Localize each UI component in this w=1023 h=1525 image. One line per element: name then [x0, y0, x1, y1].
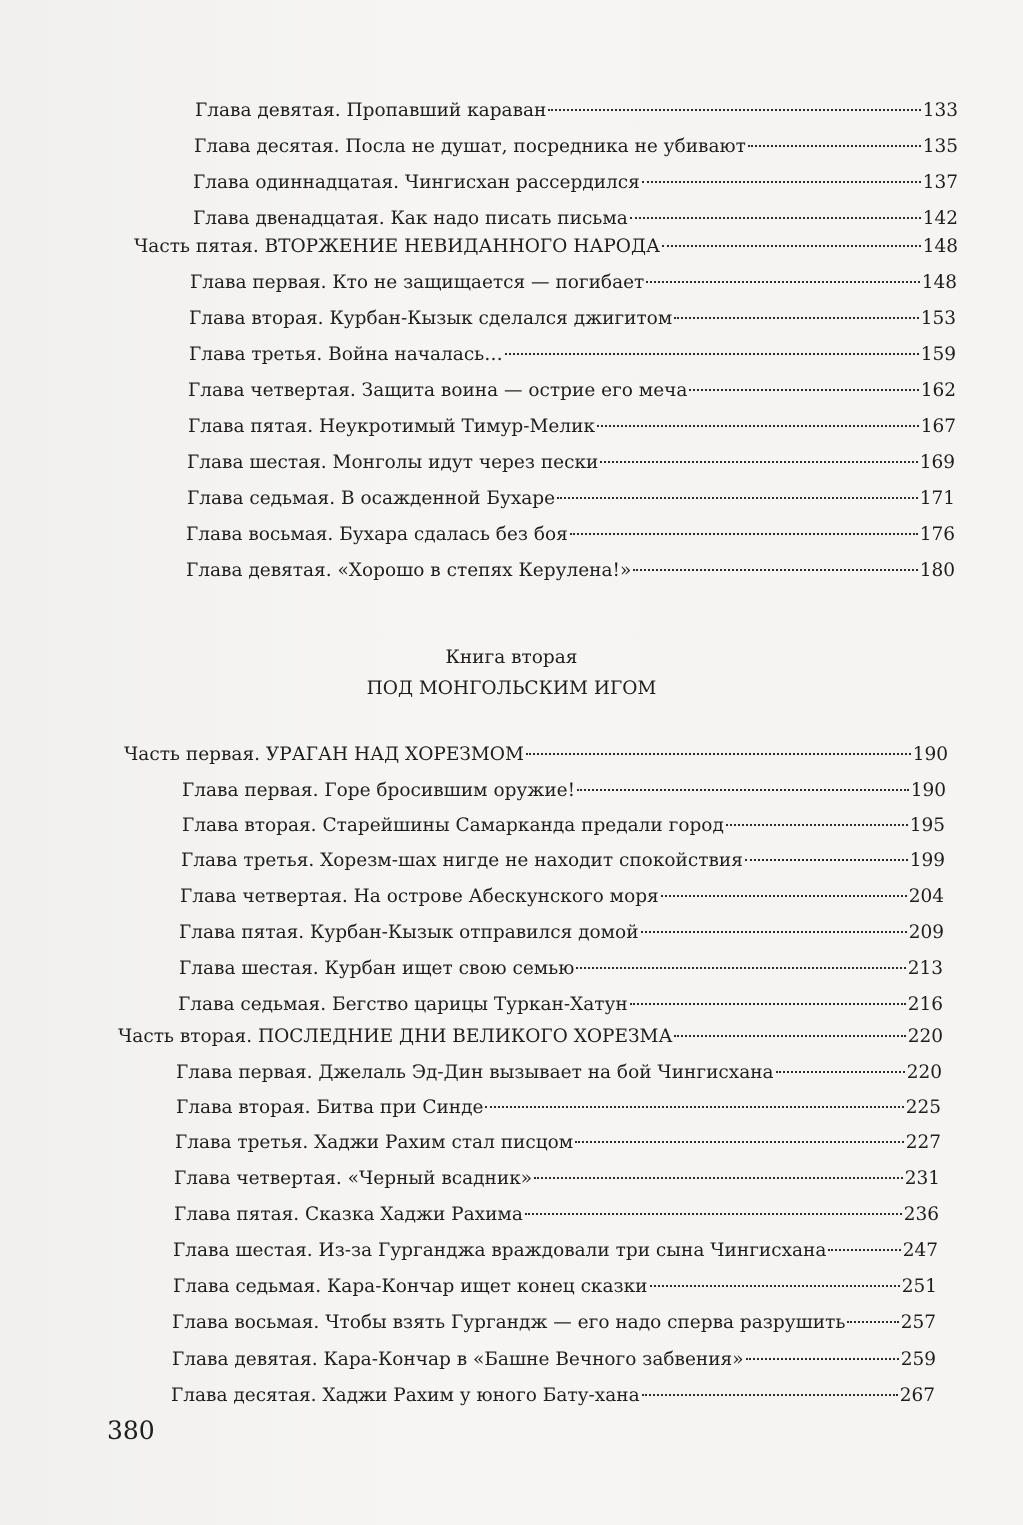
- toc-chapter-entry: [176, 1058, 942, 1088]
- dot-leader: [548, 109, 920, 111]
- toc-entry-title: Глава шестая. Курбан ищет свою семью: [179, 958, 575, 979]
- toc-entry-title: Глава седьмая. Бегство царицы Туркан-Хатун: [178, 994, 628, 1015]
- toc-entry-page: 247: [902, 1240, 938, 1261]
- toc-entry-page: 251: [901, 1276, 937, 1297]
- toc-entry-title: Глава пятая. Сказка Хаджи Рахима: [174, 1204, 523, 1225]
- toc-entry-title: Глава первая. Кто не защищается — погибает: [190, 272, 645, 293]
- dot-leader: [674, 1035, 905, 1037]
- toc-chapter-entry: [173, 1272, 937, 1302]
- dot-leader: [776, 1071, 905, 1073]
- dot-leader: [534, 1177, 903, 1179]
- toc-entry-title: Глава девятая. «Хорошо в степях Керулена!»: [186, 560, 632, 581]
- dot-leader: [828, 1249, 900, 1251]
- toc-entry-page: 216: [907, 994, 943, 1015]
- dot-leader: [646, 281, 919, 283]
- toc-entry-page: 213: [907, 958, 943, 979]
- toc-entry-page: 153: [920, 308, 956, 329]
- dot-leader: [746, 1358, 899, 1360]
- toc-chapter-entry: [172, 1308, 936, 1338]
- toc-entry-title: Глава третья. Война началась…: [189, 344, 503, 365]
- dot-leader: [630, 217, 921, 219]
- toc-entry-title: Глава седьмая. Кара-Кончар ищет конец сказки: [173, 1276, 648, 1297]
- toc-entry-title: Глава вторая. Старейшины Самарканда предали город: [182, 815, 724, 836]
- toc-entry-page: 133: [922, 100, 958, 121]
- dot-leader: [597, 425, 919, 427]
- dot-leader: [847, 1321, 898, 1323]
- dot-leader: [633, 569, 917, 571]
- toc-entry-page: 176: [919, 524, 955, 545]
- toc-entry-title: Глава третья. Хаджи Рахим стал писцом: [175, 1132, 574, 1153]
- toc-entry-page: 195: [909, 815, 945, 836]
- toc-entry-title: Глава седьмая. В осажденной Бухаре: [187, 488, 556, 509]
- toc-entry-title: Глава пятая. Курбан-Кызык отправился домой: [179, 922, 639, 943]
- toc-entry-page: 225: [905, 1097, 941, 1118]
- toc-chapter-entry: [178, 990, 943, 1020]
- toc-entry-page: 142: [922, 208, 958, 229]
- toc-entry-page: 180: [919, 560, 955, 581]
- dot-leader: [674, 317, 918, 319]
- toc-entry-title: Глава шестая. Монголы идут через пески: [187, 452, 599, 473]
- toc-chapter-entry: [195, 96, 958, 126]
- toc-chapter-entry: [171, 1381, 935, 1411]
- toc-entry-page: 220: [907, 1026, 943, 1047]
- toc-entry-title: Глава первая. Джелаль Эд-Дин вызывает на бой Чингисхана: [176, 1062, 774, 1083]
- toc-entry-page: 148: [922, 236, 958, 257]
- toc-chapter-entry: [189, 304, 956, 334]
- toc-entry-page: 209: [908, 922, 944, 943]
- toc-entry-page: 159: [920, 344, 956, 365]
- toc-entry-page: 257: [900, 1312, 936, 1333]
- toc-entry-title: Глава вторая. Курбан-Кызык сделался джигитом: [189, 308, 673, 329]
- toc-part-entry: [124, 740, 948, 770]
- toc-entry-title: Глава одиннадцатая. Чингисхан рассердился: [193, 172, 640, 193]
- toc-chapter-entry: [174, 1164, 940, 1194]
- toc-chapter-entry: [189, 340, 956, 370]
- toc-entry-title: Глава десятая. Посла не душат, посредника не убивают: [194, 136, 746, 157]
- toc-entry-page: 227: [905, 1132, 941, 1153]
- dot-leader: [505, 353, 919, 355]
- dot-leader: [642, 181, 921, 183]
- toc-chapter-entry: [188, 376, 956, 406]
- toc-entry-page: 167: [920, 416, 956, 437]
- toc-entry-title: Глава четвертая. Защита воина — острие его меча: [188, 380, 688, 401]
- dot-leader: [526, 753, 911, 755]
- dot-leader: [485, 1106, 903, 1108]
- dot-leader: [557, 497, 918, 499]
- toc-entry-title: Глава четвертая. На острове Абескунского моря: [180, 886, 659, 907]
- toc-chapter-entry: [173, 1236, 938, 1266]
- toc-entry-page: 169: [919, 452, 955, 473]
- toc-entry-title: Глава шестая. Из-за Гурганджа враждовали три сына Чингисхана: [173, 1240, 827, 1261]
- toc-entry-page: 171: [919, 488, 955, 509]
- toc-chapter-entry: [188, 412, 956, 442]
- toc-entry-page: 135: [922, 136, 958, 157]
- toc-entry-title: Глава двенадцатая. Как надо писать письма: [193, 208, 628, 229]
- dot-leader: [641, 931, 907, 933]
- toc-chapter-entry: [180, 882, 944, 912]
- toc-entry-title: Глава девятая. Пропавший караван: [195, 100, 547, 121]
- toc-entry-title: Глава четвертая. «Черный всадник»: [174, 1168, 533, 1189]
- toc-entry-title: Глава десятая. Хаджи Рахим у юного Бату-хана: [171, 1385, 640, 1406]
- toc-chapter-entry: [193, 204, 958, 234]
- toc-chapter-entry: [175, 1128, 941, 1158]
- toc-entry-title: Глава третья. Хорезм-шах нигде не находит спокойствия: [181, 850, 743, 871]
- toc-entry-page: 190: [910, 780, 946, 801]
- dot-leader: [642, 1394, 898, 1396]
- toc-entry-title: Глава первая. Горе бросившим оружие!: [182, 780, 576, 801]
- toc-entry-page: 204: [908, 886, 944, 907]
- dot-leader: [661, 895, 907, 897]
- dot-leader: [600, 461, 917, 463]
- toc-entry-page: 231: [904, 1168, 940, 1189]
- book-label: Книга вторая: [445, 647, 578, 668]
- toc-chapter-entry: [181, 846, 945, 876]
- toc-entry-page: 148: [921, 272, 957, 293]
- toc-entry-title: Глава восьмая. Бухара сдалась без боя: [186, 524, 568, 545]
- toc-entry-title: Часть вторая. ПОСЛЕДНИЕ ДНИ ВЕЛИКОГО ХОРЕЗМА: [118, 1026, 673, 1047]
- toc-chapter-entry: [190, 268, 957, 298]
- dot-leader: [748, 145, 921, 147]
- toc-entry-title: Глава пятая. Неукротимый Тимур-Мелик: [188, 416, 596, 437]
- toc-entry-page: 259: [900, 1349, 936, 1370]
- toc-chapter-entry: [186, 556, 955, 586]
- toc-chapter-entry: [186, 520, 955, 550]
- toc-entry-page: 199: [909, 850, 945, 871]
- toc-chapter-entry: [193, 168, 958, 198]
- book-title: ПОД МОНГОЛЬСКИМ ИГОМ: [366, 678, 657, 699]
- dot-leader: [745, 859, 908, 861]
- page-number: 380: [107, 1416, 155, 1445]
- toc-chapter-entry: [179, 954, 943, 984]
- dot-leader: [575, 1141, 904, 1143]
- toc-chapter-entry: [176, 1093, 941, 1123]
- dot-leader: [525, 1213, 902, 1215]
- toc-chapter-entry: [187, 448, 955, 478]
- dot-leader: [577, 789, 909, 791]
- dot-leader: [630, 1003, 906, 1005]
- toc-chapter-entry: [182, 776, 946, 806]
- toc-entry-title: Глава вторая. Битва при Синде: [176, 1097, 484, 1118]
- toc-chapter-entry: [172, 1345, 936, 1375]
- toc-entry-page: 220: [906, 1062, 942, 1083]
- dot-leader: [576, 967, 905, 969]
- toc-chapter-entry: [187, 484, 955, 514]
- dot-leader: [662, 245, 921, 247]
- toc-chapter-entry: [182, 811, 945, 841]
- toc-chapter-entry: [194, 132, 958, 162]
- dot-leader: [689, 389, 918, 391]
- toc-entry-page: 190: [912, 744, 948, 765]
- toc-entry-title: Часть пятая. ВТОРЖЕНИЕ НЕВИДАННОГО НАРОДА: [134, 236, 661, 257]
- toc-chapter-entry: [179, 918, 944, 948]
- toc-entry-page: 267: [899, 1385, 935, 1406]
- toc-part-entry: [134, 232, 958, 262]
- toc-entry-page: 137: [922, 172, 958, 193]
- toc-entry-title: Глава девятая. Кара-Кончар в «Башне Вечного забвения»: [172, 1349, 744, 1370]
- toc-part-entry: [118, 1022, 943, 1052]
- dot-leader: [570, 533, 918, 535]
- dot-leader: [726, 824, 908, 826]
- toc-entry-page: 162: [920, 380, 956, 401]
- toc-entry-title: Часть первая. УРАГАН НАД ХОРЕЗМОМ: [124, 744, 524, 765]
- toc-chapter-entry: [174, 1200, 939, 1230]
- dot-leader: [650, 1285, 900, 1287]
- toc-entry-page: 236: [903, 1204, 939, 1225]
- toc-entry-title: Глава восьмая. Чтобы взять Гургандж — его надо сперва разрушить: [172, 1312, 846, 1333]
